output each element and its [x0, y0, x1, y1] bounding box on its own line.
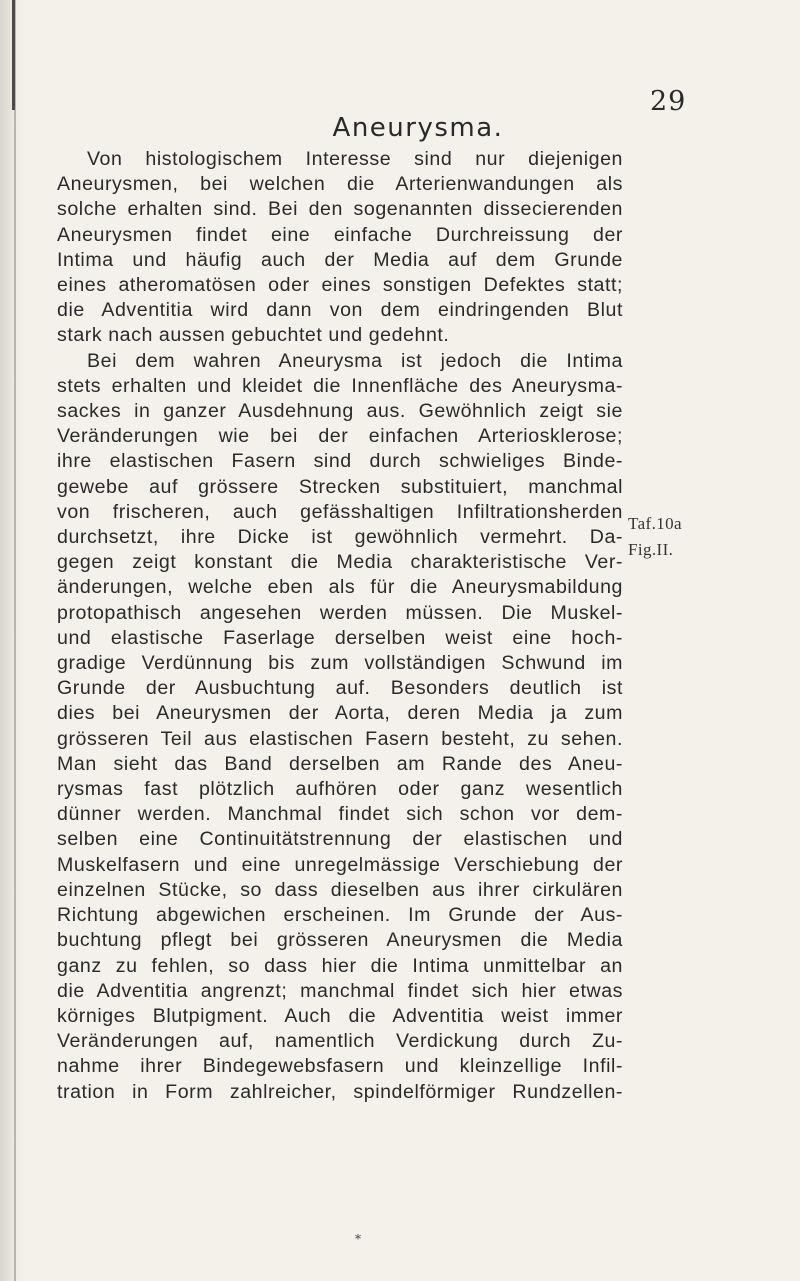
text-line: dünner werden. Manchmal findet sich schon vor dem- — [57, 803, 623, 826]
text-line: ihre elastischen Fasern sind durch schwieliges Binde- — [57, 450, 623, 473]
text-line: von frischeren, auch gefässhaltigen Infiltrationsherden — [57, 500, 623, 523]
text-line: Muskelfasern und eine unregelmässige Verschiebung der — [57, 853, 623, 876]
text-line: Aneurysmen findet eine einfache Durchreissung der — [57, 223, 623, 246]
text-line: Intima und häufig auch der Media auf dem Grunde — [57, 248, 623, 271]
footer-mark: * — [355, 1232, 361, 1246]
binding-dark-line — [12, 0, 15, 110]
text-line: selben eine Continuitätstrennung der elastischen und — [57, 828, 623, 851]
text-line: Man sieht das Band derselben am Rande des Aneu- — [57, 752, 623, 775]
text-line: protopathisch angesehen werden müssen. Die Muskel- — [57, 601, 623, 624]
margin-note-figure: Fig.II. — [628, 540, 674, 559]
text-line: Bei dem wahren Aneurysma ist jedoch die Intima — [87, 349, 623, 372]
text-line: grösseren Teil aus elastischen Fasern besteht, zu sehen. — [57, 727, 623, 750]
page-number: 29 — [650, 86, 687, 117]
text-line: tration in Form zahlreicher, spindelförmiger Rundzellen- — [57, 1080, 623, 1103]
text-line: Richtung abgewichen erscheinen. Im Grunde der Aus- — [57, 904, 623, 927]
text-line: Aneurysmen, bei welchen die Arterienwandungen als — [57, 173, 623, 196]
text-line: buchtung pflegt bei grösseren Aneurysmen die Media — [57, 929, 623, 952]
text-line: gradige Verdünnung bis zum vollständigen Schwund im — [57, 652, 623, 675]
page-binding-edge — [0, 0, 22, 1281]
binding-shadow-line — [14, 0, 16, 1281]
text-line: stark nach aussen gebuchtet und gedehnt. — [57, 324, 450, 347]
text-line: gewebe auf grössere Strecken substituiert, manchmal — [57, 475, 623, 498]
text-line: sackes in ganzer Ausdehnung aus. Gewöhnlich zeigt sie — [57, 400, 623, 423]
text-line: rysmas fast plötzlich aufhören oder ganz wesentlich — [57, 778, 623, 801]
text-line: änderungen, welche eben als für die Aneurysmabildung — [57, 576, 623, 599]
text-line: und elastische Faserlage derselben weist eine hoch- — [57, 626, 623, 649]
text-line: Veränderungen auf, namentlich Verdickung durch Zu- — [57, 1030, 623, 1053]
text-line: die Adventitia angrenzt; manchmal findet sich hier etwas — [57, 979, 623, 1002]
text-line: Veränderungen wie bei der einfachen Arteriosklerose; — [57, 425, 623, 448]
text-line: nahme ihrer Bindegewebsfasern und kleinzellige Infil- — [57, 1055, 623, 1078]
text-line: Von histologischem Interesse sind nur diejenigen — [87, 148, 623, 170]
text-line: dies bei Aneurysmen der Aorta, deren Media ja zum — [57, 702, 623, 725]
text-line: einzelnen Stücke, so dass dieselben aus ihrer cirkulären — [57, 878, 623, 901]
text-line: die Adventitia wird dann von dem eindringenden Blut — [57, 299, 623, 322]
body-text — [57, 147, 623, 1105]
margin-note-plate: Taf.10a — [628, 514, 682, 533]
text-line: ganz zu fehlen, so dass hier die Intima unmittelbar an — [57, 954, 623, 977]
text-line: eines atheromatösen oder eines sonstigen Defektes statt; — [57, 274, 623, 297]
section-heading: Aneurysma. — [332, 113, 504, 143]
text-line: durchsetzt, ihre Dicke ist gewöhnlich vermehrt. Da- — [57, 526, 623, 549]
text-line: Grunde der Ausbuchtung auf. Besonders deutlich ist — [57, 677, 623, 700]
text-line: stets erhalten und kleidet die Innenfläche des Aneurysma- — [57, 374, 623, 397]
text-line: gegen zeigt konstant die Media charakteristische Ver- — [57, 551, 623, 574]
text-line: körniges Blutpigment. Auch die Adventitia weist immer — [57, 1004, 623, 1027]
text-line: solche erhalten sind. Bei den sogenannten dissecierenden — [57, 198, 623, 221]
